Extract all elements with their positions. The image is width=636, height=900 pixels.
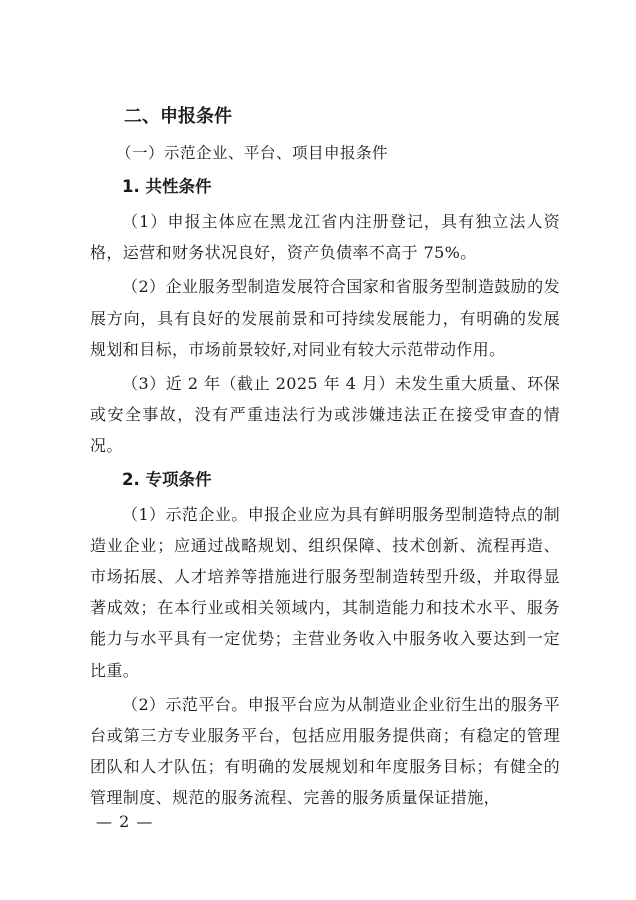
special-conditions-heading: 2. 专项条件 xyxy=(122,469,212,489)
subsection-heading: （一）示范企业、平台、项目申报条件 xyxy=(116,144,389,162)
document-body xyxy=(90,102,560,817)
special-paragraph-1: （1）示范企业。申报企业应为具有鲜明服务型制造特点的制造业企业；应通过战略规划、组织保障、技术创新、流程再造、市场拓展、人才培养等措施进行服务型制造转型升级，并取得显著成效；在本行业或相关领域内，其制造能力和技术水平、服务能力与水平具有一定优势；主营业务收入中服务收入要达到一定比重。 xyxy=(90,504,560,680)
common-paragraph-2: （2）企业服务型制造发展符合国家和省服务型制造鼓励的发展方向，具有良好的发展前景和可持续发展能力，有明确的发展规划和目标，市场前景较好,对同业有较大示范带动作用。 xyxy=(90,277,560,359)
common-paragraph-3: （3）近 2 年（截止 2025 年 4 月）未发生重大质量、环保或安全事故，没有严重违法行为或涉嫌违法正在接受审查的情况。 xyxy=(90,374,560,456)
common-conditions-heading: 1. 共性条件 xyxy=(122,177,212,196)
section-heading: 二、申报条件 xyxy=(124,106,232,127)
common-paragraph-1: （1）申报主体应在黑龙江省内注册登记，具有独立法人资格，运营和财务状况良好，资产负债率不高于 75%。 xyxy=(90,212,560,263)
page-number: — 2 — xyxy=(96,812,154,831)
special-paragraph-2: （2）示范平台。申报平台应为从制造业企业衍生出的服务平台或第三方专业服务平台，包括应用服务提供商；有稳定的管理团队和人才队伍；有明确的发展规划和年度服务目标；有健全的管理制度、规范的服务流程、完善的服务质量保证措施， xyxy=(90,694,560,808)
